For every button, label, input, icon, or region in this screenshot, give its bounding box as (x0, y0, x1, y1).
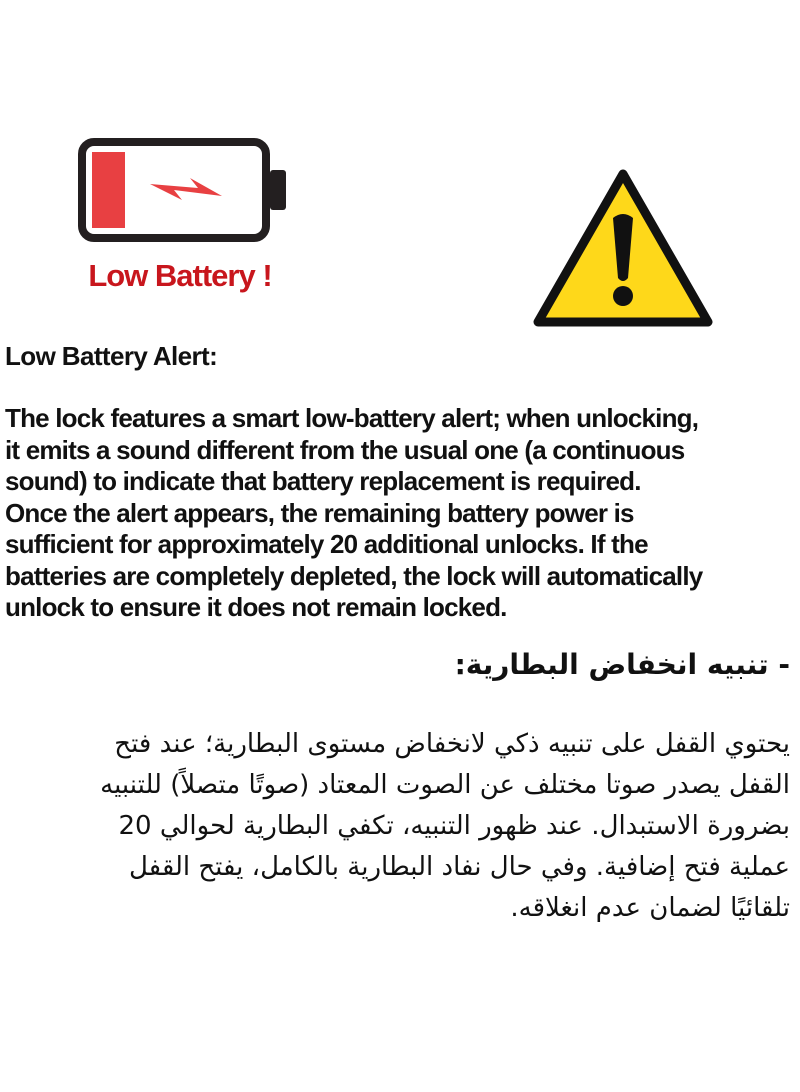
exclamation-dot (613, 286, 633, 306)
english-line: batteries are completely depleted, the lock will automatically (5, 560, 703, 591)
arabic-line: تلقائيًا لضمان عدم انغلاقه. (510, 893, 790, 923)
arabic-heading: - تنبيه انخفاض البطارية: (454, 648, 790, 681)
arabic-line: القفل يصدر صوتا مختلف عن الصوت المعتاد (صوتًا متصلاً) للتنبيه (100, 770, 790, 800)
english-line: Once the alert appears, the remaining battery power is (5, 497, 634, 528)
arabic-paragraph (0, 724, 790, 929)
arabic-line: يحتوي القفل على تنبيه ذكي لانخفاض مستوى البطارية؛ عند فتح (114, 729, 790, 759)
low-battery-icon (78, 138, 290, 242)
english-heading: Low Battery Alert: (5, 341, 218, 371)
english-line: sufficient for approximately 20 additional unlocks. If the (5, 529, 648, 559)
english-line: sound) to indicate that battery replacement is required. (5, 466, 641, 496)
english-line: The lock features a smart low-battery alert; when unlocking, (5, 403, 699, 433)
warning-triangle-icon (532, 166, 714, 330)
arabic-line: بضرورة الاستبدال. عند ظهور التنبيه، تكفي البطارية لحوالي 20 (118, 811, 790, 841)
english-line: it emits a sound different from the usual one (a continuous (5, 434, 685, 465)
low-battery-caption: Low Battery ! (88, 258, 272, 293)
arabic-line: عملية فتح إضافية. وفي حال نفاد البطارية بالكامل، يفتح القفل (128, 852, 790, 882)
english-paragraph (5, 403, 800, 624)
english-line: unlock to ensure it does not remain locked. (5, 592, 507, 622)
battery-charge-level (92, 152, 125, 228)
